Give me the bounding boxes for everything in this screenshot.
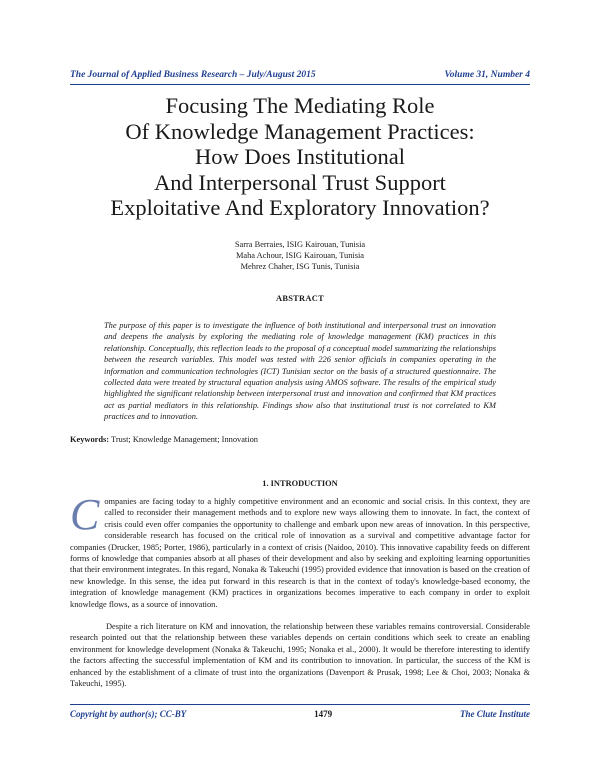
running-header — [70, 70, 530, 80]
abstract-text: The purpose of this paper is to investigate the influence of both institutional and interpersonal trust on innovation and deepens the analysis by exploring the mediating role of knowledge management (KM) practices in this relationship. Conceptually, this reflection leads to the proposal of a conceptual model summarizing the relationships between the research variables. This model was tested with 226 senior officials in companies operating in the information and communication technologies (ICT) Tunisian sector on the basis of a structured questionnaire. The collected data were treated by structural equation analysis using AMOS software. The results of the empirical study highlighted the significant relationship between interpersonal trust and innovation and confirmed that KM practices act as partial mediators in this relationship. Findings show also that institutional trust is not correlated to KM practices and to innovation. — [104, 321, 496, 422]
footer-rule — [70, 704, 530, 705]
title-line: Focusing The Mediating Role — [165, 93, 435, 118]
title-line: And Interpersonal Trust Support — [154, 169, 446, 195]
abstract-heading: ABSTRACT — [275, 294, 324, 303]
paper-title — [50, 93, 550, 221]
page-footer — [70, 709, 530, 719]
author: Sarra Berraies, ISIG Kairouan, Tunisia — [234, 240, 366, 249]
publisher-name: The Clute Institute — [459, 709, 530, 719]
journal-name: The Journal of Applied Business Research – July/August 2015 — [70, 70, 316, 80]
title-line: Exploitative And Exploratory Innovation? — [110, 195, 490, 220]
keywords-text: Trust; Knowledge Management; Innovation — [111, 435, 258, 444]
title-line: Of Knowledge Management Practices: — [125, 118, 475, 144]
drop-cap: C — [70, 490, 100, 539]
title-line: How Does Institutional — [195, 144, 405, 169]
paragraph: Despite a rich literature on KM and innovation, the relationship between these variables remains controversial. Considerable research pointed out that the relationship between these variables depends on certain conditions which seek to create an enabling environment for knowledge development (Nonaka & Takeuchi, 1995; Nonaka et al., 2000). It would be therefore interesting to identify the factors affecting the successful implementation of KM and its contribution to innovation. In particular, the success of the KM is enhanced by the establishment of a climate of trust into the organizations (Davenport & Prusak, 1998; Lee & Choi, 2003; Nonaka & Takeuchi, 1995). — [70, 622, 530, 689]
volume-number: Volume 31, Number 4 — [444, 70, 530, 80]
author: Maha Achour, ISIG Kairouan, Tunisia — [235, 251, 365, 260]
header-rule — [70, 84, 530, 85]
introduction-body — [70, 490, 530, 690]
author-list — [100, 239, 500, 272]
keywords-label: Keywords: — [70, 435, 110, 444]
page-number: 1479 — [314, 709, 333, 719]
copyright-notice: Copyright by author(s); CC-BY — [70, 709, 187, 719]
keywords — [70, 435, 530, 444]
author: Mehrez Chaher, ISG Tunis, Tunisia — [240, 262, 360, 271]
section-heading-introduction: 1. INTRODUCTION — [262, 479, 338, 488]
paragraph: ompanies are facing today to a highly competitive environment and an economic and social crisis. In this context, they are called to reconsider their management methods and to explore new ways allowing them to innovate. In fact, the context of crisis could even offer companies the opportunity to challenge and embark upon new areas of innovation. In this perspective, considerable research has focused on the critical role of innovation as a survival and competitive advantage factor for companies (Drucker, 1985; Porter, 1986), particularly in a context of crisis (Naidoo, 2010). This innovative capability feeds on different forms of knowledge that companies absorb at all phases of their development and also by seeking and exploiting learning opportunities that their environment integrates. In this regard, Nonaka & Takeuchi (1995) provided evidence that innovation is based on the creation of new knowledge. In this sense, the idea put forward in this research is that in the context of today's knowledge-based economy, the integration of knowledge management (KM) practices in organizations becomes imperative to each company in order to exploit knowledge flows, as a source of innovation. — [70, 497, 530, 609]
